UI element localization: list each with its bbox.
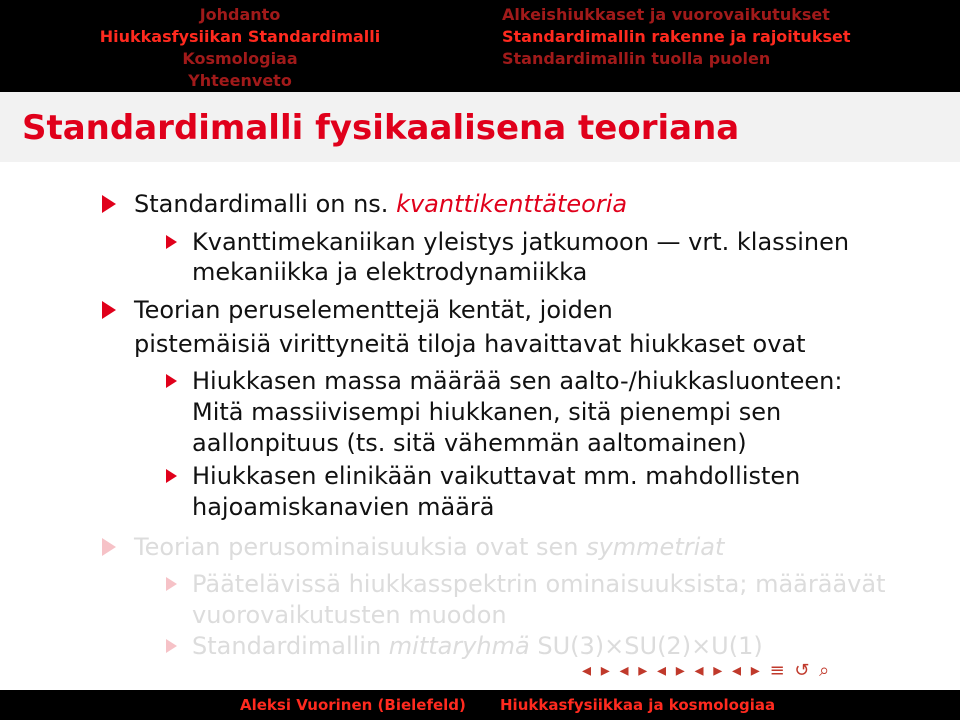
footer-author: Aleksi Vuorinen (Bielefeld) [240,696,466,714]
sub-bullet-arrow-icon [166,469,177,483]
nav-kosmologiaa[interactable]: Kosmologiaa [182,49,298,68]
nav-rakenne[interactable]: Standardimallin rakenne ja rajoitukset [502,27,851,46]
nav-yhteenveto[interactable]: Yhteenveto [188,71,292,90]
bullet-text: Standardimallin [192,632,389,660]
bullet-standardimalli [134,189,627,219]
subbullet-elinika-1: Hiukkasen elinikään vaikuttavat mm. mahdollisten [192,462,801,490]
bullet-arrow-icon [102,538,116,556]
nav-tuolla-puolen[interactable]: Standardimallin tuolla puolen [502,49,771,68]
subbullet-massa-3: aallonpituus (ts. sitä vähemmän aaltomainen) [192,429,747,457]
subsection-nav [502,4,850,70]
section-nav [0,4,480,92]
subbullet-kvanttimekaniikka-1: Kvanttimekaniikan yleistys jatkumoon — vrt. klassinen [192,228,850,256]
sub-bullet-arrow-icon [166,374,177,388]
bullet-peruselementit-2: pistemäisiä virittyneitä tiloja havaittavat hiukkaset ovat [134,330,806,358]
beamer-navigation-symbols[interactable]: ◂ ▸ ◂ ▸ ◂ ▸ ◂ ▸ ◂ ▸ ≡ ↺ ⌕ [582,660,832,681]
subbullet-elinika-2: hajoamiskanavien määrä [192,493,495,521]
bullet-text: Standardimalli on ns. [134,190,397,218]
bullet-text: SU(3)×SU(2)×U(1) [529,632,763,660]
sub-bullet-arrow-icon [166,235,177,249]
bullet-peruselementit-1: Teorian peruselementtejä kentät, joiden [134,296,613,324]
nav-johdanto[interactable]: Johdanto [199,5,281,24]
bullet-symmetriat [134,532,724,562]
bullet-arrow-icon [102,301,116,319]
nav-standardimalli[interactable]: Hiukkasfysiikan Standardimalli [99,27,381,46]
subbullet-massa-2: Mitä massiivisempi hiukkanen, sitä pienempi sen [192,398,782,426]
emphasis-symmetriat: symmetriat [586,533,725,561]
sub-bullet-arrow-icon [166,639,177,653]
top-navigation-bar [0,0,960,92]
bullet-text: Teorian perusominaisuuksia ovat sen [134,533,587,561]
slide-title: Standardimalli fysikaalisena teoriana [22,108,740,148]
subbullet-paatelavissa-2: vuorovaikutusten muodon [192,601,507,629]
subbullet-kvanttimekaniikka-2: mekaniikka ja elektrodynamiikka [192,258,588,286]
footer-bar [0,690,960,720]
subbullet-mittaryhma [192,631,763,661]
footer-talk-title: Hiukkasfysiikkaa ja kosmologiaa [500,696,776,714]
sub-bullet-arrow-icon [166,577,177,591]
subbullet-paatelavissa-1: Päätelävissä hiukkasspektrin ominaisuuksista; määräävät [192,570,886,598]
nav-alkeishiukkaset[interactable]: Alkeishiukkaset ja vuorovaikutukset [502,5,830,24]
emphasis-mittaryhma: mittaryhmä [388,632,530,660]
subbullet-massa-1: Hiukkasen massa määrää sen aalto-/hiukkasluonteen: [192,367,843,395]
emphasis-kvanttikenttateoria: kvanttikenttäteoria [396,190,628,218]
bullet-arrow-icon [102,195,116,213]
